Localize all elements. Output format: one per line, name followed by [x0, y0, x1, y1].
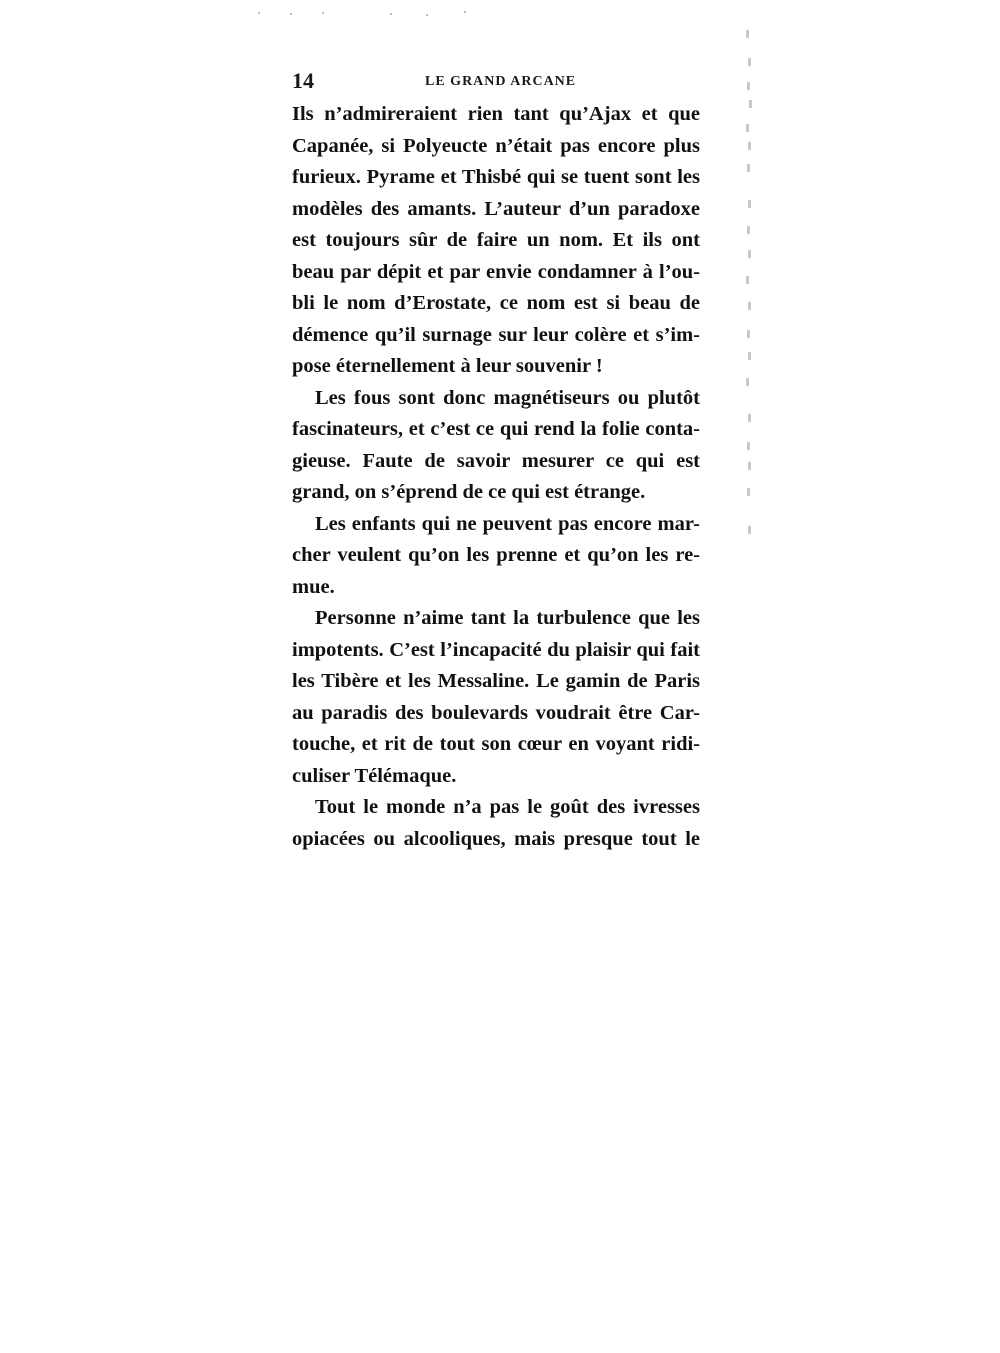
text-line: Tout le monde n’a pas le goût des ivresses	[315, 796, 700, 818]
text-line: beau par dépit et par envie condamner à l’ou-	[292, 260, 700, 283]
running-header	[292, 68, 700, 98]
running-title: LE GRAND ARCANE	[425, 74, 577, 89]
text-line: Les enfants qui ne peuvent pas encore mar-	[315, 512, 700, 535]
text-line: fascinateurs, et c’est ce qui rend la folie conta-	[292, 418, 700, 440]
scan-artifacts-top	[250, 8, 480, 18]
text-line: modèles des amants. L’auteur d’un paradoxe	[292, 197, 700, 220]
text-line: gieuse. Faute de savoir mesurer ce qui est	[292, 449, 700, 472]
text-line: mue.	[292, 575, 335, 598]
text-line: impotents. C’est l’incapacité du plaisir qui fait	[292, 638, 700, 661]
page-number: 14	[292, 68, 314, 93]
text-line: Les fous sont donc magnétiseurs ou plutôt	[315, 386, 700, 409]
text-line: les Tibère et les Messaline. Le gamin de Paris	[292, 670, 700, 692]
body-text	[292, 99, 700, 855]
text-line: Ils n’admireraient rien tant qu’Ajax et que	[292, 103, 700, 125]
text-line: bli le nom d’Erostate, ce nom est si beau de	[292, 292, 700, 314]
text-line: Personne n’aime tant la turbulence que les	[315, 607, 700, 629]
text-line: opiacées ou alcooliques, mais presque tout le	[292, 827, 700, 850]
text-line: cher veulent qu’on les prenne et qu’on les re-	[292, 544, 700, 566]
text-line: grand, on s’éprend de ce qui est étrange.	[292, 481, 646, 503]
text-line: Capanée, si Polyeucte n’était pas encore plus	[292, 134, 700, 157]
text-line: pose éternellement à leur souvenir !	[292, 355, 603, 377]
text-line: démence qu’il surnage sur leur colère et s’im-	[292, 323, 700, 346]
scan-artifacts-margin	[742, 30, 762, 550]
text-line: est toujours sûr de faire un nom. Et ils ont	[292, 229, 700, 251]
text-line: culiser Télémaque.	[292, 764, 457, 787]
text-line: furieux. Pyrame et Thisbé qui se tuent sont les	[292, 166, 700, 188]
text-line: touche, et rit de tout son cœur en voyant ridi-	[292, 733, 700, 755]
text-line: au paradis des boulevards voudrait être Car-	[292, 701, 700, 724]
